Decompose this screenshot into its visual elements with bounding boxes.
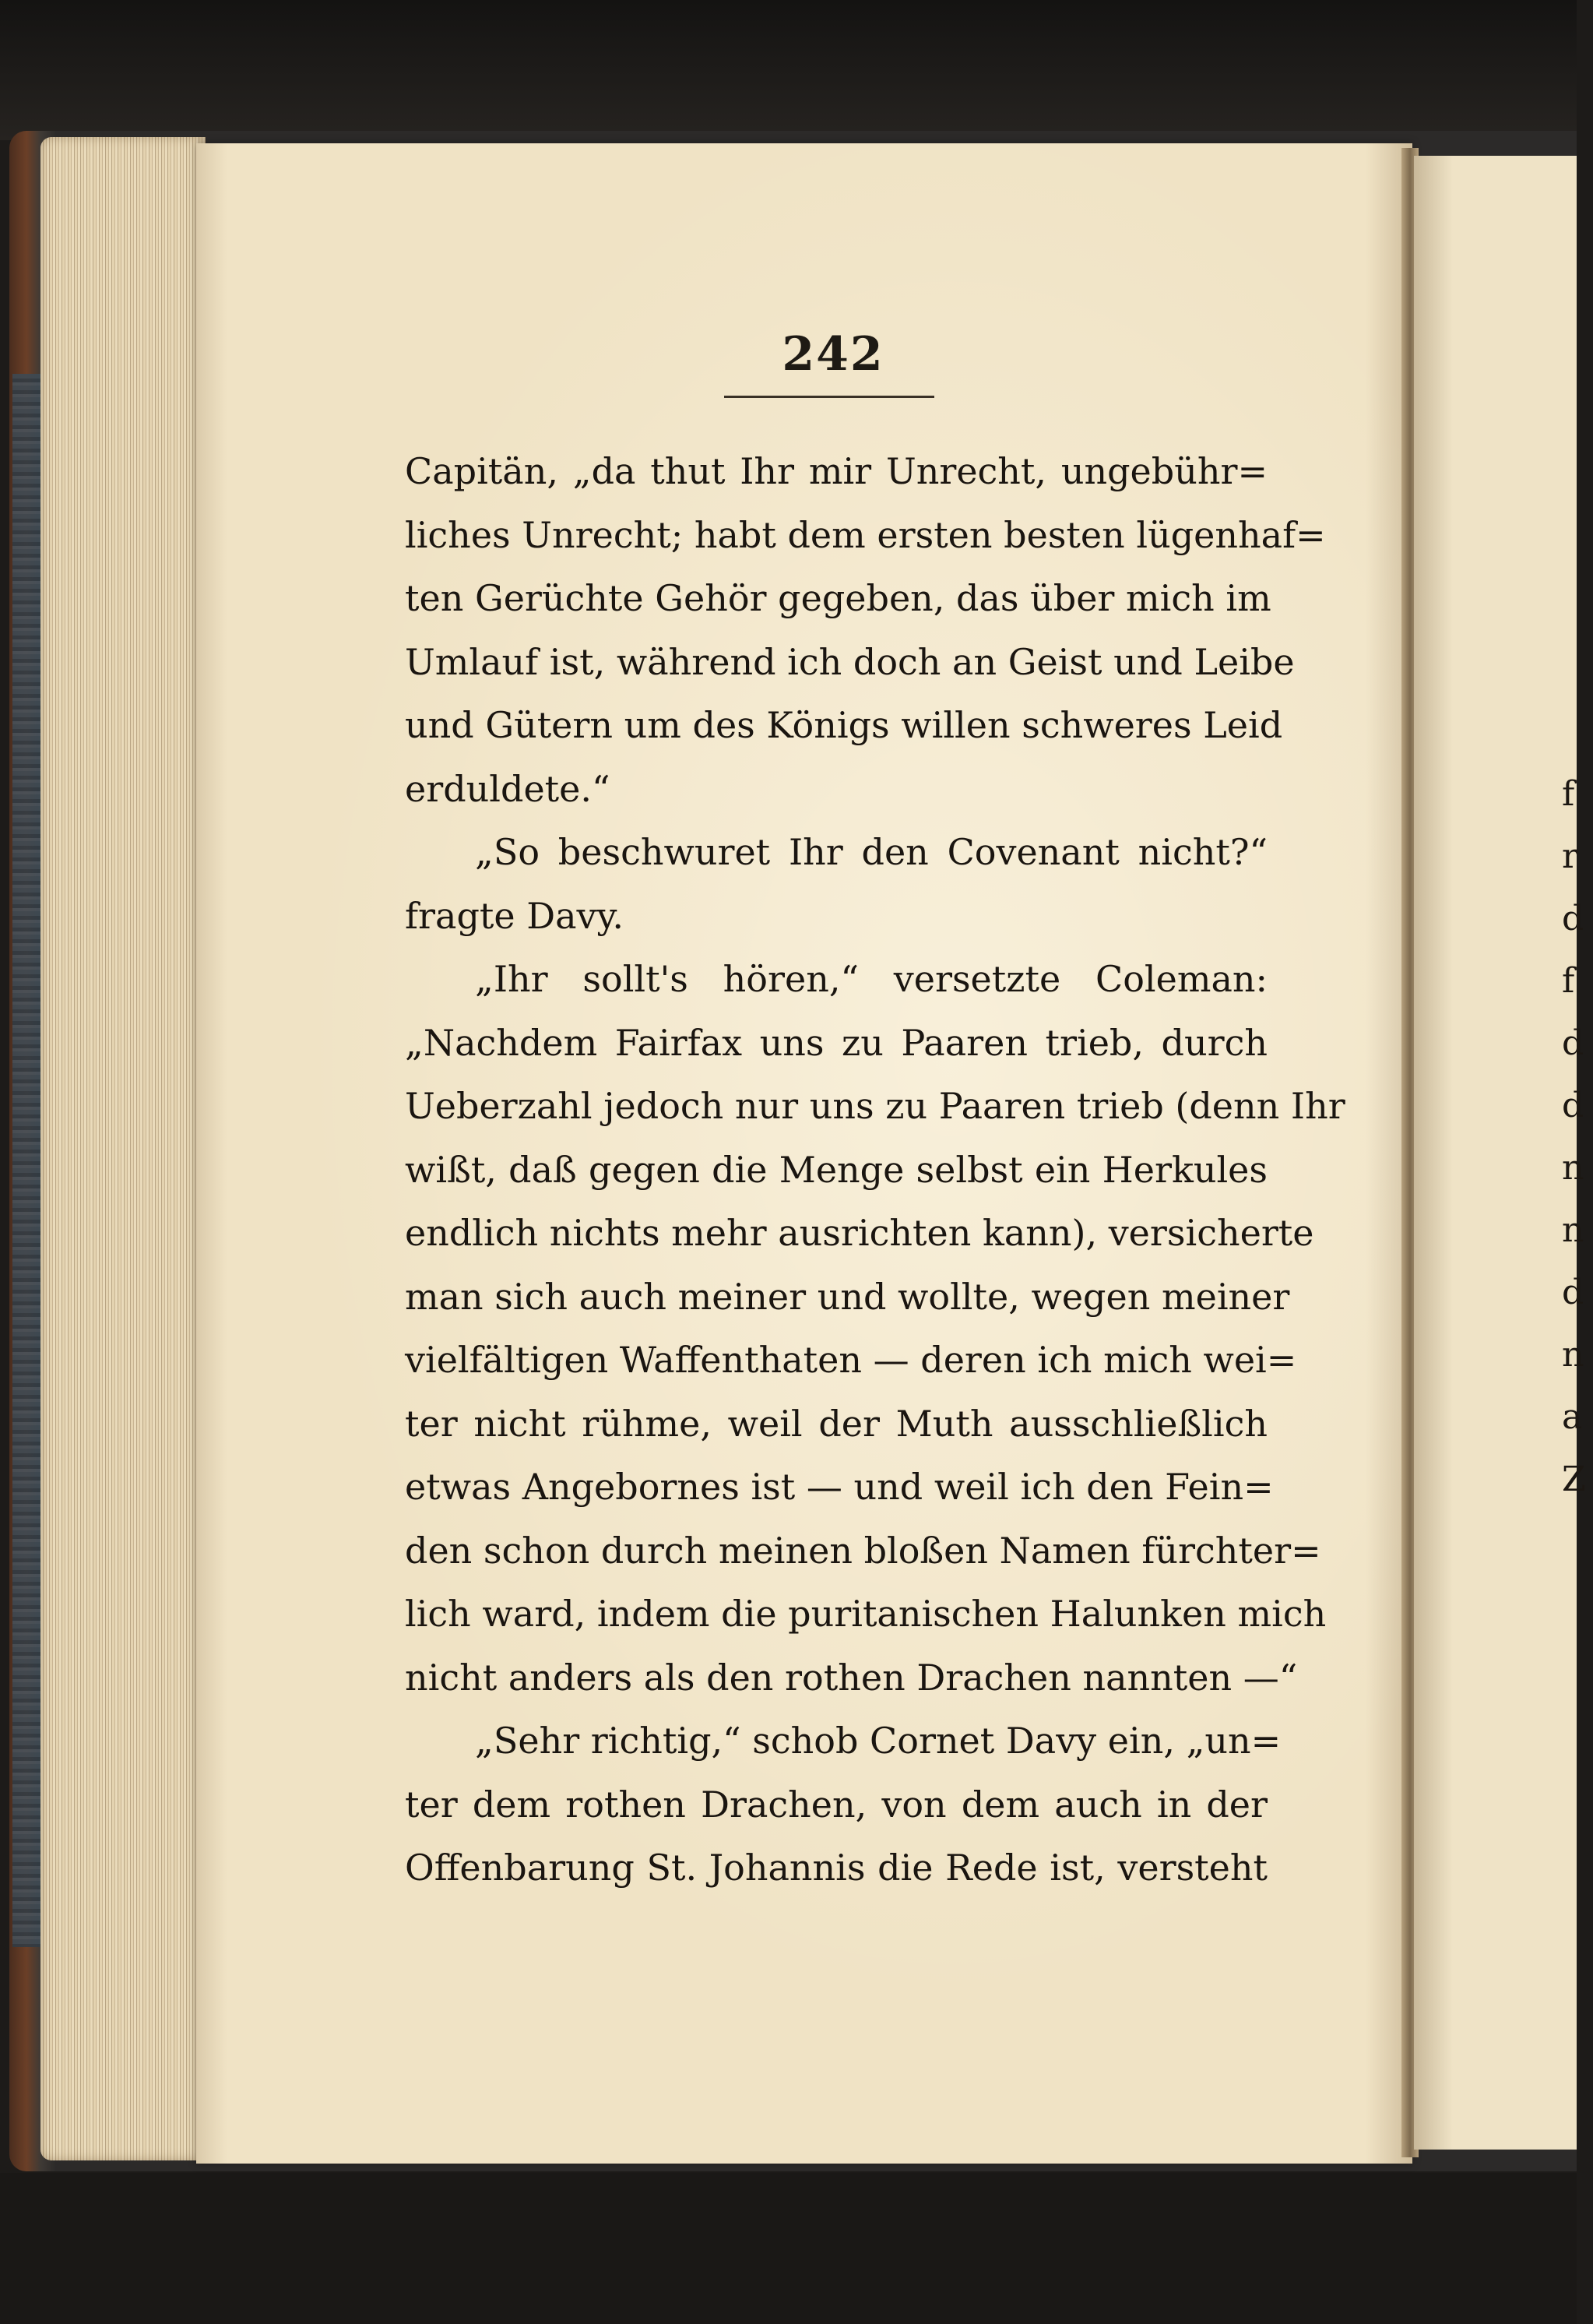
facing-page-glyph: r	[1562, 836, 1579, 876]
text-line: Capitän, „da thut Ihr mir Unrecht, ungebühr=	[405, 450, 1268, 492]
text-line: Umlauf ist, während ich doch an Geist und Leibe	[405, 640, 1295, 683]
scan-background-bottom	[0, 2173, 1577, 2324]
text-line: „Ihr sollt's hören,“ versetzte Coleman:	[475, 958, 1268, 1000]
text-line: den schon durch meinen bloßen Namen fürchter=	[405, 1529, 1321, 1572]
text-line: „Sehr richtig,“ schob Cornet Davy ein, „un=	[475, 1720, 1282, 1762]
page-number: 242	[782, 327, 884, 382]
right-page	[1414, 156, 1586, 2150]
header-rule	[724, 396, 934, 398]
text-line: und Gütern um des Königs willen schweres Leid	[405, 704, 1283, 746]
text-line: wißt, daß gegen die Menge selbst ein Herkules	[405, 1148, 1268, 1191]
facing-page-glyph: d	[1562, 899, 1584, 938]
page-edges-stack	[40, 137, 206, 2160]
text-line: ten Gerüchte Gehör gegeben, das über mich im	[405, 577, 1271, 619]
text-line: erduldete.“	[405, 767, 610, 810]
facing-page-glyph: Z	[1562, 1460, 1586, 1499]
text-line: ter nicht rühme, weil der Muth ausschließlich	[405, 1402, 1268, 1445]
facing-page-glyph: n	[1562, 1210, 1584, 1250]
page-body-text	[405, 440, 1345, 1900]
facing-page-glyph: d	[1562, 1086, 1584, 1125]
facing-page-glyph: d	[1562, 1273, 1584, 1312]
facing-page-glyph: n	[1562, 1335, 1584, 1375]
text-line: „Nachdem Fairfax uns zu Paaren trieb, durch	[405, 1021, 1268, 1064]
facing-page-glyph: n	[1562, 1148, 1584, 1188]
text-line: lich ward, indem die puritanischen Halunken mich	[405, 1593, 1327, 1635]
text-line: liches Unrecht; habt dem ersten besten lügenhaf=	[405, 513, 1326, 556]
scan-background-top	[0, 0, 1577, 140]
cover-marbled-edge	[12, 374, 42, 1947]
text-line: etwas Angebornes ist — und weil ich den Fein=	[405, 1466, 1274, 1508]
facing-page-glyph: d	[1562, 1023, 1584, 1063]
text-line: vielfältigen Waffenthaten — deren ich mich wei=	[405, 1339, 1297, 1381]
text-line: Offenbarung St. Johannis die Rede ist, versteht	[405, 1847, 1268, 1889]
text-line: man sich auch meiner und wollte, wegen meiner	[405, 1275, 1290, 1318]
text-line: Ueberzahl jedoch nur uns zu Paaren trieb (denn Ihr	[405, 1085, 1345, 1127]
facing-page-glyph: a	[1562, 1397, 1583, 1437]
text-line: nicht anders als den rothen Drachen nannten —“	[405, 1656, 1298, 1699]
facing-page-glyph: f	[1562, 961, 1575, 1001]
facing-page-glyph: f	[1562, 774, 1575, 814]
text-line: „So beschwuret Ihr den Covenant nicht?“	[475, 831, 1268, 873]
text-line: endlich nichts mehr ausrichten kann), versicherte	[405, 1212, 1314, 1254]
facing-page-glyphs	[1562, 763, 1593, 1511]
text-line: fragte Davy.	[405, 894, 624, 937]
text-line: ter dem rothen Drachen, von dem auch in der	[405, 1783, 1268, 1826]
